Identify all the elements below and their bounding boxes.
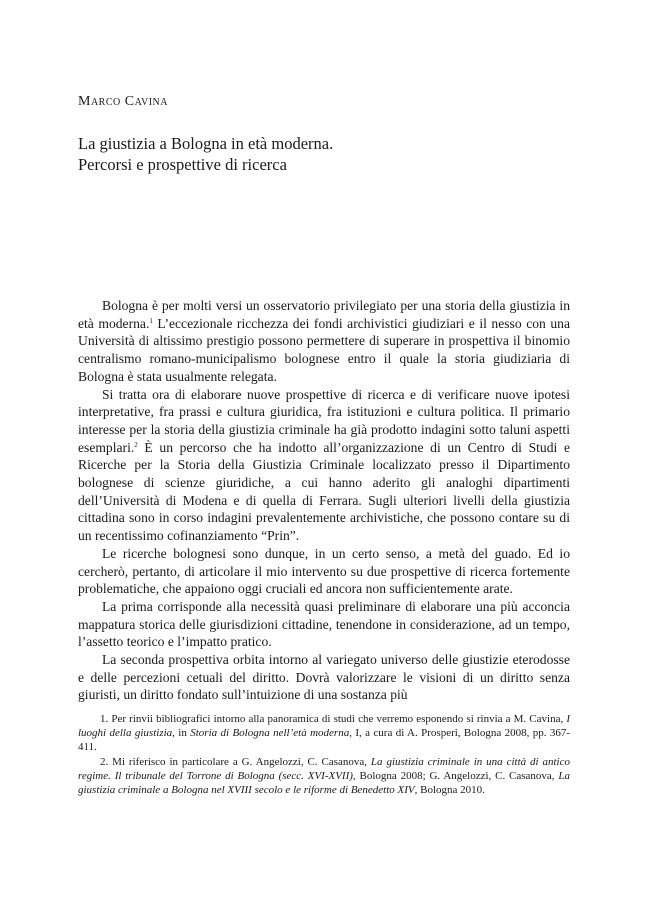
body-text bbox=[78, 297, 570, 704]
footnote-2-text-a: 2. Mi riferisco in particolare a G. Angelozzi, C. Casanova, bbox=[100, 755, 371, 768]
title-line-2: Percorsi e prospettive di ricerca bbox=[78, 155, 287, 174]
footnote-2-text-c: , Bologna 2010. bbox=[414, 784, 485, 797]
paragraph-2-text-a: Si tratta ora di elaborare nuove prospettive di ricerca e di verificare nuove ipotesi interpretative, fra prassi e cultura giuridica, fra istituzioni e cultura politica. Il primario interesse per la storia della giustizia criminale ha già prodotto indagini sotto taluni aspetti esemplari. bbox=[78, 386, 570, 455]
author-name: Marco Cavina bbox=[78, 94, 168, 109]
paragraph-2 bbox=[78, 386, 570, 545]
footnotes bbox=[78, 712, 570, 797]
footnote-ref-1[interactable]: 1 bbox=[149, 316, 153, 325]
footnote-1-title-1: I luoghi della giustizia bbox=[78, 713, 570, 740]
article-title bbox=[78, 133, 578, 175]
footnote-1-title-2: Storia di Bologna nell’età moderna bbox=[190, 727, 350, 740]
footnote-1 bbox=[78, 712, 570, 755]
paragraph-1-text-b: L’eccezionale ricchezza dei fondi archivistici giudiziari e il nesso con una Università di altissimo prestigio possono permettere di superare in prospettiva il binomio centralismo romano-municipalismo bolognese entro il quale la storia giudiziaria di Bologna è stata usualmente relegata. bbox=[78, 315, 570, 384]
footnote-1-text-c: , I, a cura di A. Prosperi, Bologna 2008, pp. 367-411. bbox=[78, 727, 571, 754]
paragraph-2-text-b: È un percorso che ha indotto all’organizzazione di un Centro di Studi e Ricerche per la Storia della Giustizia Criminale localizzato presso il Dipartimento bolognese di scienze giuridiche, a cui hanno aderito gli analoghi dipartimenti dell’Università di Modena e di quella di Ferrara. Sugli ulteriori livelli della giustizia cittadina sono in corso indagini prevalentemente archivistiche, che possono contare su di un recentissimo cofinanziamento “Prin”. bbox=[78, 439, 570, 544]
paragraph-5: La seconda prospettiva orbita intorno al variegato universo delle giustizie eterodosse e delle percezioni cetuali del diritto. Dovrà valorizzare le visioni di un diritto senza giuristi, un diritto fondato sull’intuizione di una sostanza più bbox=[78, 652, 570, 703]
footnote-ref-2[interactable]: 2 bbox=[134, 440, 138, 449]
paragraph-1 bbox=[78, 297, 570, 386]
footnote-2-text-b: , Bologna 2008; G. Angelozzi, C. Casanova, bbox=[352, 769, 559, 782]
footnote-2-title-1: La giustizia criminale in una città di antico regime. Il tribunale del Torrone di Bologna (secc. XVI-XVII) bbox=[78, 755, 570, 782]
paragraph-3: Le ricerche bolognesi sono dunque, in un certo senso, a metà del guado. Ed io cercherò, pertanto, di articolare il mio intervento su due prospettive di ricerca fortemente problematiche, che appaiono oggi cruciali ed ancora non sufficientemente arate. bbox=[78, 545, 570, 597]
footnote-1-text-a: 1. Per rinvii bibliografici intorno alla panoramica di studi che verremo esponendo si rinvia a M. Cavina, bbox=[100, 713, 567, 725]
title-line-1: La giustizia a Bologna in età moderna. bbox=[78, 134, 334, 153]
footnote-2 bbox=[78, 755, 570, 798]
footnote-1-text-b: , in bbox=[172, 727, 191, 740]
footnote-2-title-2: La giustizia criminale a Bologna nel XVIII secolo e le riforme di Benedetto XIV bbox=[78, 769, 570, 797]
paragraph-1-text-a: Bologna è per molti versi un osservatorio privilegiato per una storia della giustizia in età moderna. bbox=[78, 298, 570, 331]
paragraph-4: La prima corrisponde alla necessità quasi preliminare di elaborare una più acconcia mappatura storica delle giurisdizioni cittadine, tenendone in considerazione, ad un tempo, l’assetto teorico e l’impatto pratico. bbox=[78, 598, 570, 650]
